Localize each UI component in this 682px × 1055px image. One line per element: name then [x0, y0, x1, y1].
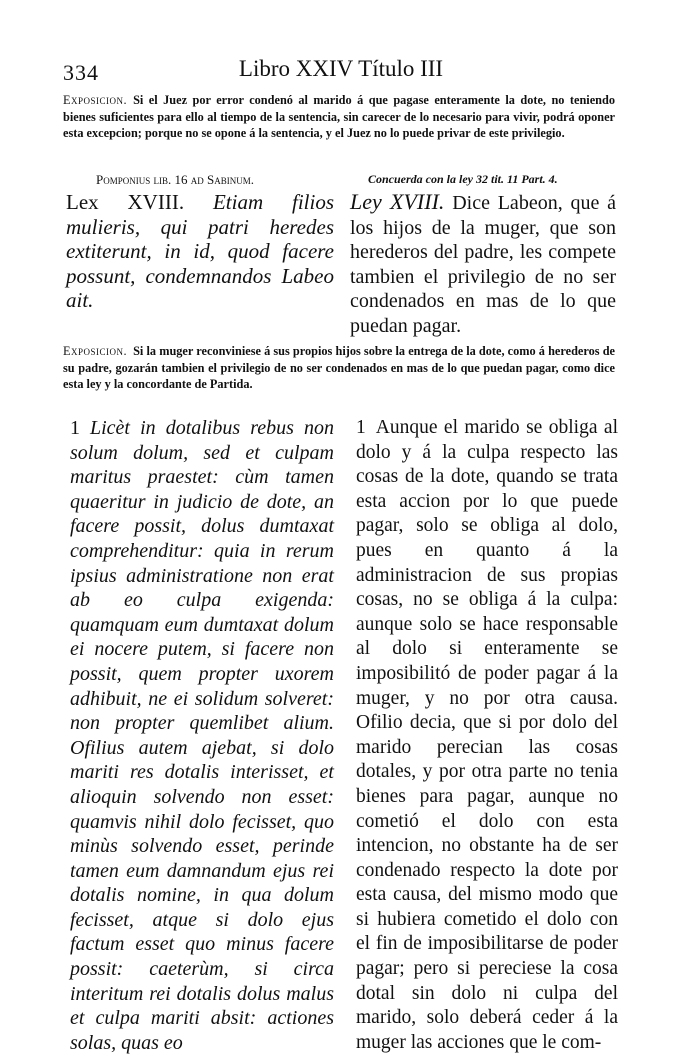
running-title: Libro XXIV Título III: [238, 56, 444, 81]
spanish-paragraph-1: [356, 416, 618, 1055]
latin-paragraph-body: Licèt in dotalibus rebus non solum dolum, sed et culpam maritus praestet: cùm tamen quaeritur in judicio de dote, an facere possit, dolus dumtaxat comprehenditur: quia in rerum ipsius administratione non erat ab eo culpa exigenda: quamquam eum dumtaxat dolum ei nocere putem, si facere non possit, quem propter uxorem adhibuit, ne ei solidum solveret: non propter quemlibet alium. Ofilius autem ajebat, si dolo mariti res dotalis interisset, et alioquin solvendo non esset: quamvis nihil dolo fecisset, quo minùs solvendo esset, perinde tamen eum damnandum ejus rei dotalis nomine, in qua dolum fecisset, atque si dolo ejus factum esset quo minus facere possit: caeterùm, si circa interitum rei dotalis dolus malus et culpa mariti absit: actiones solas, quas eo: [70, 417, 334, 1054]
latin-paragraph-1: [70, 416, 334, 1055]
spanish-law-heading: Ley XVIII.: [350, 189, 445, 214]
source-citation-right: Concuerda con la ley 32 tit. 11 Part. 4.: [368, 172, 558, 186]
exposicion-text: Si la muger reconviniese á sus propios hijos sobre la entrega de la dote, como á herederos de su padre, gozarán tambien el privilegio de no ser condenados en mas de lo que puedan pagar, como dice esta ley y la concordante de Partida.: [63, 344, 615, 391]
exposicion-label: Exposicion.: [63, 344, 128, 358]
exposicion-block-1: [63, 92, 615, 142]
exposicion-label: Exposicion.: [63, 93, 128, 107]
paragraph-number: 1: [70, 417, 80, 439]
exposicion-text: Si el Juez por error condenó al marido á que pagase enteramente la dote, no teniendo bienes suficientes para ello al tiempo de la sentencia, sin carecer de lo necesario para vivir, podrá oponer esta excepcion; porque no se opone á la sentencia, y el Juez no lo puede privar de este privilegio.: [63, 93, 615, 140]
spanish-law-body: Dice Labeon, que á los hijos de la muger, que son herederos del padre, les compete tambien el privilegio de no ser condenados en mas de lo que puedan pagar.: [350, 192, 617, 337]
latin-law-body: Etiam filios mulieris, qui patri heredes extiterunt, in id, quod facere possunt, condemnandos Labeo ait.: [66, 190, 334, 312]
paragraph-number: 1: [356, 417, 366, 438]
latin-law-text: [66, 190, 334, 313]
source-citation-left: Pomponius lib. 16 ad Sabinum.: [96, 172, 254, 187]
page-number: 334: [63, 60, 99, 85]
exposicion-block-2: [63, 343, 615, 393]
spanish-law-text: [350, 190, 616, 338]
latin-law-heading: Lex XVIII.: [66, 190, 185, 214]
spanish-paragraph-body: Aunque el marido se obliga al dolo y á la culpa respecto las cosas de la dote, quando se trata esta accion por lo que puede pagar, solo se obliga al dolo, pues en quanto á la administracion de sus propias cosas, no se obliga á la culpa: aunque solo se hace responsable al dolo si enteramente se imposibilitó de poder pagar á la muger, y no por otra causa. Ofilio decia, que si por dolo del marido perecian las cosas dotales, y por otra parte no tenia bienes para pagar, aunque no cometió el dolo con esta intencion, no obstante ha de ser condenado respecto la dote por esta causa, del mismo modo que si hubiera cometido el dolo con el fin de imposibilitarse de poder pagar; pero si pereciese la cosa dotal sin dolo ni culpa del marido, solo deberá ceder á la muger las acciones que le com-: [356, 417, 618, 1053]
